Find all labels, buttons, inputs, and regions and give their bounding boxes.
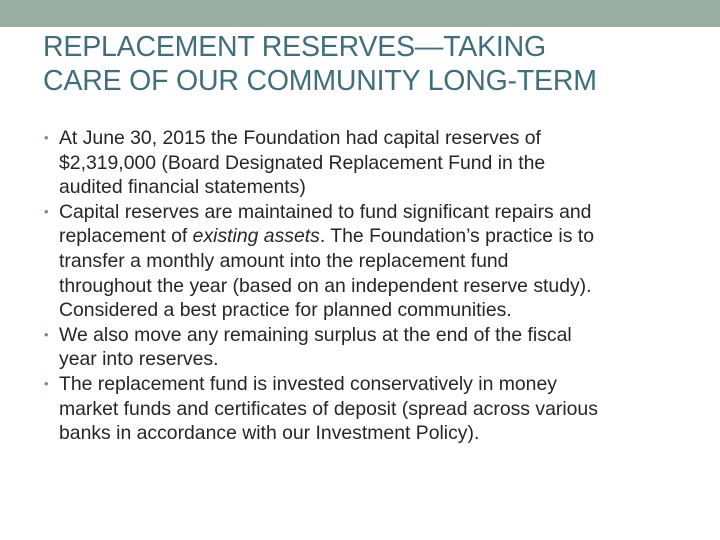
bullet-dot-icon: • <box>44 130 49 145</box>
bullet-3-line-1: We also move any remaining surplus at the end of the fiscal <box>59 323 572 346</box>
bullet-4-line-3: banks in accordance with our Investment Policy). <box>59 422 480 445</box>
bullet-dot-icon: • <box>44 203 49 219</box>
bullet-2-line-5: Considered a best practice for planned communities. <box>59 299 512 322</box>
bullet-3-line-2: year into reserves. <box>59 348 219 371</box>
bullet-1-line-1: At June 30, 2015 the Foundation had capital reserves of <box>59 127 541 149</box>
bullet-2-line-4: throughout the year (based on an independent reserve study). <box>59 274 592 297</box>
bullet-item-investment <box>44 372 684 446</box>
bullet-2-line-2-end: . The Foundation’s practice is to <box>319 225 594 248</box>
bullet-item-surplus <box>44 323 684 372</box>
bullet-item-capital-reserves <box>44 126 684 200</box>
slide-title-line-2: CARE OF OUR COMMUNITY LONG-TERM <box>43 65 597 97</box>
bullet-dot-icon: • <box>44 326 49 342</box>
bullet-1-line-3: audited financial statements) <box>59 176 306 199</box>
slide-title <box>43 30 683 98</box>
bullet-2-line-2 <box>59 224 684 249</box>
bullet-item-maintenance-practice <box>44 200 684 323</box>
bullet-2-line-3: transfer a monthly amount into the replacement fund <box>59 249 509 272</box>
slide-top-accent-bar <box>0 0 720 27</box>
slide-bullet-list <box>44 126 684 446</box>
bullet-2-line-2-start: replacement of <box>59 225 193 248</box>
bullet-2-line-1: Capital reserves are maintained to fund significant repairs and <box>59 200 592 223</box>
bullet-1-line-2: $2,319,000 (Board Designated Replacement Fund in the <box>59 151 546 174</box>
bullet-2-line-2-italic: existing assets <box>192 225 320 248</box>
bullet-4-line-2: market funds and certificates of deposit (spread across various <box>59 397 598 420</box>
bullet-dot-icon: • <box>44 375 49 391</box>
bullet-4-line-1: The replacement fund is invested conservatively in money <box>59 372 557 395</box>
slide-title-line-1: REPLACEMENT RESERVES—TAKING <box>43 31 546 63</box>
